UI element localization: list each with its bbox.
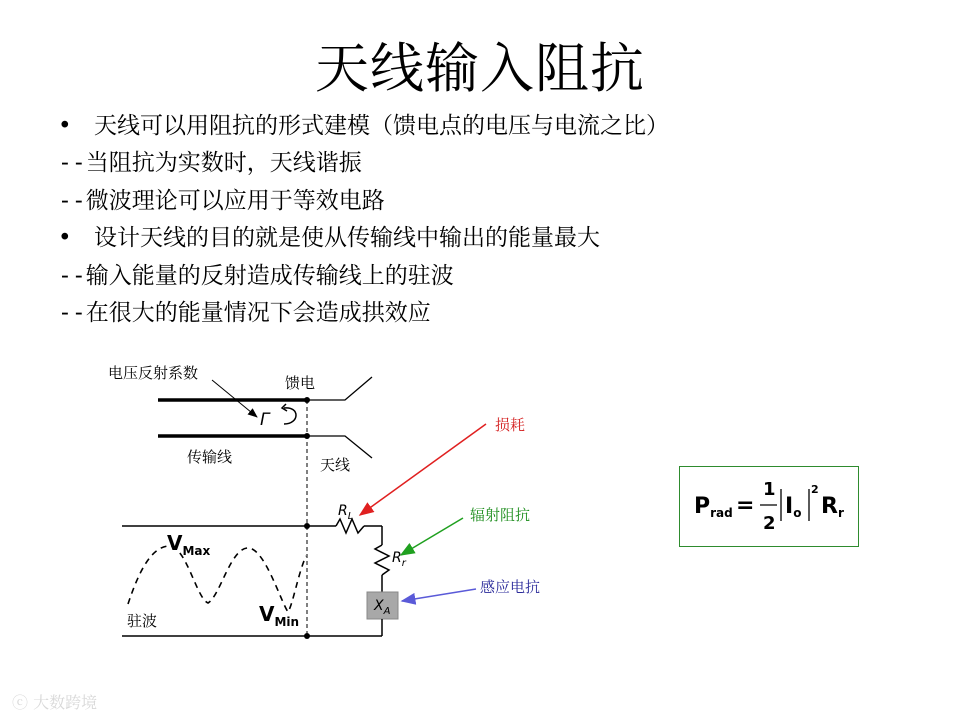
voltage-reflection-label: 电压反射系数 [108, 364, 199, 382]
radiation-resistor [375, 545, 389, 575]
terminal-dot [304, 523, 310, 529]
feed-label: 馈电 [285, 374, 316, 392]
slide-title: 天线输入阻抗 [315, 37, 645, 100]
formula-lhs: Prad [694, 494, 733, 520]
dash-marker: -- [58, 262, 86, 289]
loss-resistor-label: $R_L$ [338, 503, 354, 522]
formula-rhs: Rr [821, 494, 844, 520]
dash-marker: -- [58, 150, 86, 177]
dash-marker: -- [58, 187, 86, 214]
dash-marker: -- [58, 300, 86, 327]
radiation-resistance-label: 辐射阻抗 [470, 506, 531, 524]
formula-current: Io [785, 494, 802, 520]
vmax-label: $V_{Max}$ [167, 531, 211, 558]
watermark-logo: ⓒ 大数跨境 [12, 693, 98, 712]
bullet-marker: • [58, 113, 72, 139]
gamma-symbol: Γ [260, 410, 270, 430]
vmin-label: $V_{Min}$ [259, 602, 300, 629]
bullet-text: 天线可以用阻抗的形式建模（馈电点的电压与电流之比） [94, 113, 669, 139]
standing-wave-curve [128, 546, 306, 612]
watermark-text: 大数跨境 [33, 693, 98, 712]
terminal-dot [304, 633, 310, 639]
loss-label: 损耗 [495, 416, 526, 434]
radiated-power-formula-box [679, 466, 859, 547]
formula-equals: = [736, 493, 755, 518]
reactance-label: 感应电抗 [480, 578, 541, 596]
bullet-marker: • [58, 225, 72, 252]
standing-wave-label: 驻波 [127, 612, 158, 630]
reactance-label-symbol: $X_A$ [374, 598, 391, 617]
antenna-upper-arm [307, 377, 372, 400]
radiation-resistor-label: $R_r$ [392, 550, 406, 569]
bullet-text: 设计天线的目的就是使从传输线中输出的能量最大 [94, 225, 600, 252]
sub-bullet-text: 在很大的能量情况下会造成拱效应 [85, 300, 431, 327]
formula-denominator: 2 [763, 513, 776, 534]
sub-bullet-text: 输入能量的反射造成传输线上的驻波 [85, 262, 454, 289]
antenna-lower-arm [307, 436, 372, 458]
radiated-power-formula [680, 467, 860, 548]
formula-numerator: 1 [763, 479, 776, 500]
reactance-arrow [402, 589, 476, 601]
transmission-line-label: 传输线 [187, 448, 233, 466]
radiation-arrow [401, 518, 463, 555]
sub-bullet-text: 当阻抗为实数时，天线谐振 [85, 150, 362, 177]
formula-exponent: 2 [811, 483, 819, 496]
sub-bullet-text: 微波理论可以应用于等效电路 [85, 187, 385, 214]
antenna-label: 天线 [320, 456, 351, 474]
loss-arrow [360, 424, 486, 515]
